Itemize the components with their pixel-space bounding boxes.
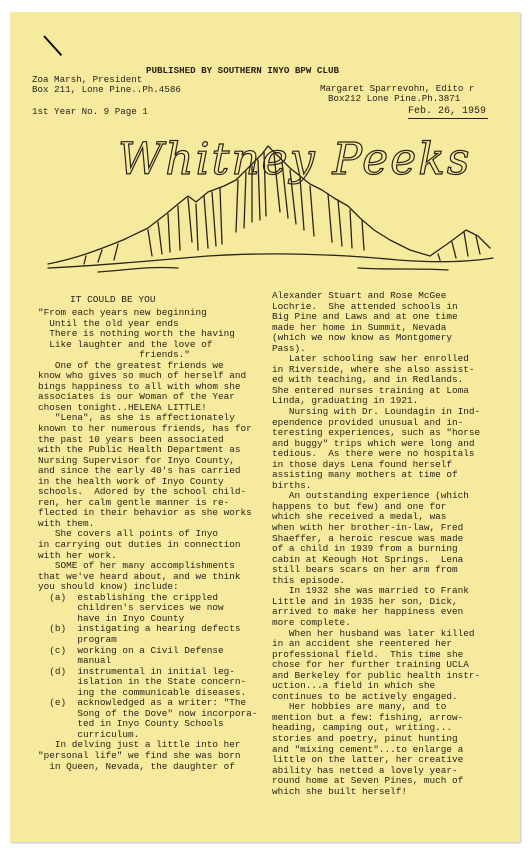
article-line: tedious. As there were no hospitals — [272, 448, 475, 460]
masthead-illustration — [38, 132, 498, 292]
editor-name: Margaret Sparrevohn, Edito r — [320, 83, 475, 94]
article-line: still bears scars on her arm from — [272, 564, 458, 576]
article-line: Until the old year ends — [38, 317, 179, 329]
newsletter-page — [10, 12, 520, 842]
article-line: in those days Lena found herself — [272, 458, 453, 470]
article-line: Linda, graduating in 1921. — [272, 395, 419, 407]
pen-mark-icon — [43, 35, 62, 56]
article-line: heading, camping out, writing... — [272, 722, 453, 734]
article-line: more complete. — [272, 616, 351, 628]
article-line: Alexander Stuart and Rose McGee — [272, 290, 447, 301]
article-line: ing the communicable diseases. — [38, 686, 247, 698]
article-line: Later schooling saw her enrolled — [272, 353, 469, 365]
article-line: friends." — [38, 349, 190, 361]
article-line: round home at Seven Pines, much of — [272, 775, 464, 787]
article-line: ted in Inyo County Schools — [38, 718, 224, 730]
article-line: There is nothing worth the having — [38, 328, 235, 340]
article-line: in Riverside, where she also assist- — [272, 363, 475, 375]
article-line: continues to be actively engaged. — [272, 690, 458, 702]
article-heading: IT COULD BE YOU — [70, 294, 156, 305]
article-line: (c) working on a Civil Defense — [38, 644, 224, 656]
article-line: program — [38, 633, 117, 645]
article-line: She entered nurses training at Loma — [272, 384, 469, 396]
article-line: with her work. — [38, 549, 117, 561]
article-line: islation in the State concern- — [38, 676, 247, 688]
article-line: you should know) include: — [38, 581, 179, 593]
article-line: and since the early 40's has carried — [38, 465, 241, 477]
article-line: curriculum. — [38, 728, 140, 740]
article-line: ependence provided unusual and in- — [272, 416, 464, 428]
article-line: In 1932 she was married to Frank — [272, 585, 469, 597]
article-line: "From each years new beginning — [38, 307, 207, 318]
article-line: professional field. This time she — [272, 648, 464, 660]
article-line: and "mixing cement"...to enlarge a — [272, 743, 464, 755]
article-line: SOME of her many accomplishments — [38, 560, 235, 572]
article-line: chose for her further training UCLA — [272, 659, 469, 671]
article-line: Her hobbies are many, and to — [272, 701, 447, 713]
article-line: the past 10 years been associated — [38, 433, 224, 445]
article-line: Lochrie. She attended schools in — [272, 300, 458, 312]
article-line: when with her brother-in-law, Fred — [272, 522, 464, 534]
article-line: "personal life" we find she was born — [38, 749, 241, 761]
article-line: stories and poetry, pinut hunting — [272, 732, 458, 744]
issue-line: 1st Year No. 9 Page 1 — [32, 106, 148, 117]
article-line: uction...a field in which she — [272, 680, 436, 692]
article-line: ren, her calm gentle manner is re- — [38, 496, 230, 508]
article-line: arrived to make her happiness even — [272, 606, 464, 618]
article-line: cabin at Keough Hot Springs. Lena — [272, 553, 464, 565]
article-line: which she received a medal, was — [272, 511, 447, 523]
article-line: manual — [38, 655, 112, 667]
article-line: and Berkeley for public health instr- — [272, 669, 481, 681]
article-line: that we've heard about, and we think — [38, 570, 241, 582]
article-right-column — [272, 291, 480, 797]
article-line: Like laughter and the love of — [38, 338, 213, 350]
article-line: in the health work of Inyo County — [38, 475, 224, 487]
article-line: children's services we now — [38, 602, 224, 614]
article-line: made her home in Summit, Nevada — [272, 321, 447, 333]
article-line: Shaeffer, a heroic rescue was made — [272, 532, 464, 544]
article-line: happens to but few) and one for — [272, 500, 447, 512]
article-line: which she built herself! — [272, 785, 408, 797]
article-line: associates is our Woman of the Year — [38, 391, 235, 403]
article-line: ability has netted a lovely year- — [272, 764, 458, 776]
article-line: little on the latter, her creative — [272, 754, 464, 766]
article-line: One of the greatest friends we — [38, 359, 224, 371]
article-line: with them. — [38, 517, 95, 529]
article-line: flected in their behavior as she works — [38, 507, 252, 519]
article-line: in carrying out duties in connection — [38, 539, 241, 551]
article-line: this episode. — [272, 574, 346, 586]
article-line: know who gives so much of herself and — [38, 370, 247, 382]
article-line: Nursing Supervisor for Inyo County, — [38, 454, 235, 466]
article-left-column — [38, 308, 257, 772]
article-line: mention but a few: fishing, arrow- — [272, 711, 464, 723]
article-line: teresting experiences, such as "horse — [272, 427, 481, 439]
article-line: schools. Adored by the school child- — [38, 486, 247, 498]
article-line: chosen tonight..HELENA LITTLE! — [38, 401, 207, 413]
article-line: (d) instrumental in initial leg- — [38, 665, 235, 677]
article-line: bings happiness to all with whom she — [38, 380, 241, 392]
article-line: (b) instigating a hearing defects — [38, 623, 241, 635]
masthead-title: Whitney Peeks — [118, 134, 472, 185]
article-line: births. — [272, 479, 312, 491]
article-line: (which we now know as Montgomery — [272, 332, 453, 344]
date-underline — [408, 118, 488, 119]
issue-date: Feb. 26, 1959 — [408, 106, 487, 117]
article-line: have in Inyo County — [38, 612, 185, 624]
article-line: She covers all points of Inyo — [38, 528, 219, 540]
article-line: Little and in 1935 her son, Dick, — [272, 595, 458, 607]
article-line: of a child in 1939 from a burning — [272, 543, 458, 555]
article-line: known to her numerous friends, has for — [38, 423, 252, 435]
editor-address: Box212 Lone Pine.Ph.3871 — [328, 93, 461, 104]
article-line: In delving just a little into her — [38, 739, 241, 751]
article-line: (a) establishing the crippled — [38, 591, 219, 603]
president-name: Zoa Marsh, President — [32, 74, 143, 85]
article-line: ed with teaching, and in Redlands. — [272, 374, 464, 386]
article-line: Big Pine and Laws and at one time — [272, 311, 458, 323]
publisher-line: PUBLISHED BY SOUTHERN INYO BPW CLUB — [146, 65, 339, 76]
article-line: Nursing with Dr. Loundagin in Ind- — [272, 406, 481, 418]
president-address: Box 211, Lone Pine..Ph.4586 — [32, 84, 181, 95]
article-line: in an accident she reentered her — [272, 638, 453, 650]
article-line: and buggy" trips which were long and — [272, 437, 475, 449]
article-line: in Queen, Nevada, the daughter of — [38, 760, 235, 772]
article-line: Song of the Dove" now incorpora- — [38, 707, 258, 719]
article-line: "Lena", as she is affectionately — [38, 412, 235, 424]
article-line: assisting many mothers at time of — [272, 469, 458, 481]
article-line: When her husband was later killed — [272, 627, 475, 639]
article-line: with the Public Health Department as — [38, 444, 241, 456]
article-line: Pass). — [272, 342, 306, 354]
article-line: An outstanding experience (which — [272, 490, 469, 502]
article-line: (e) acknowledged as a writer: "The — [38, 697, 247, 709]
